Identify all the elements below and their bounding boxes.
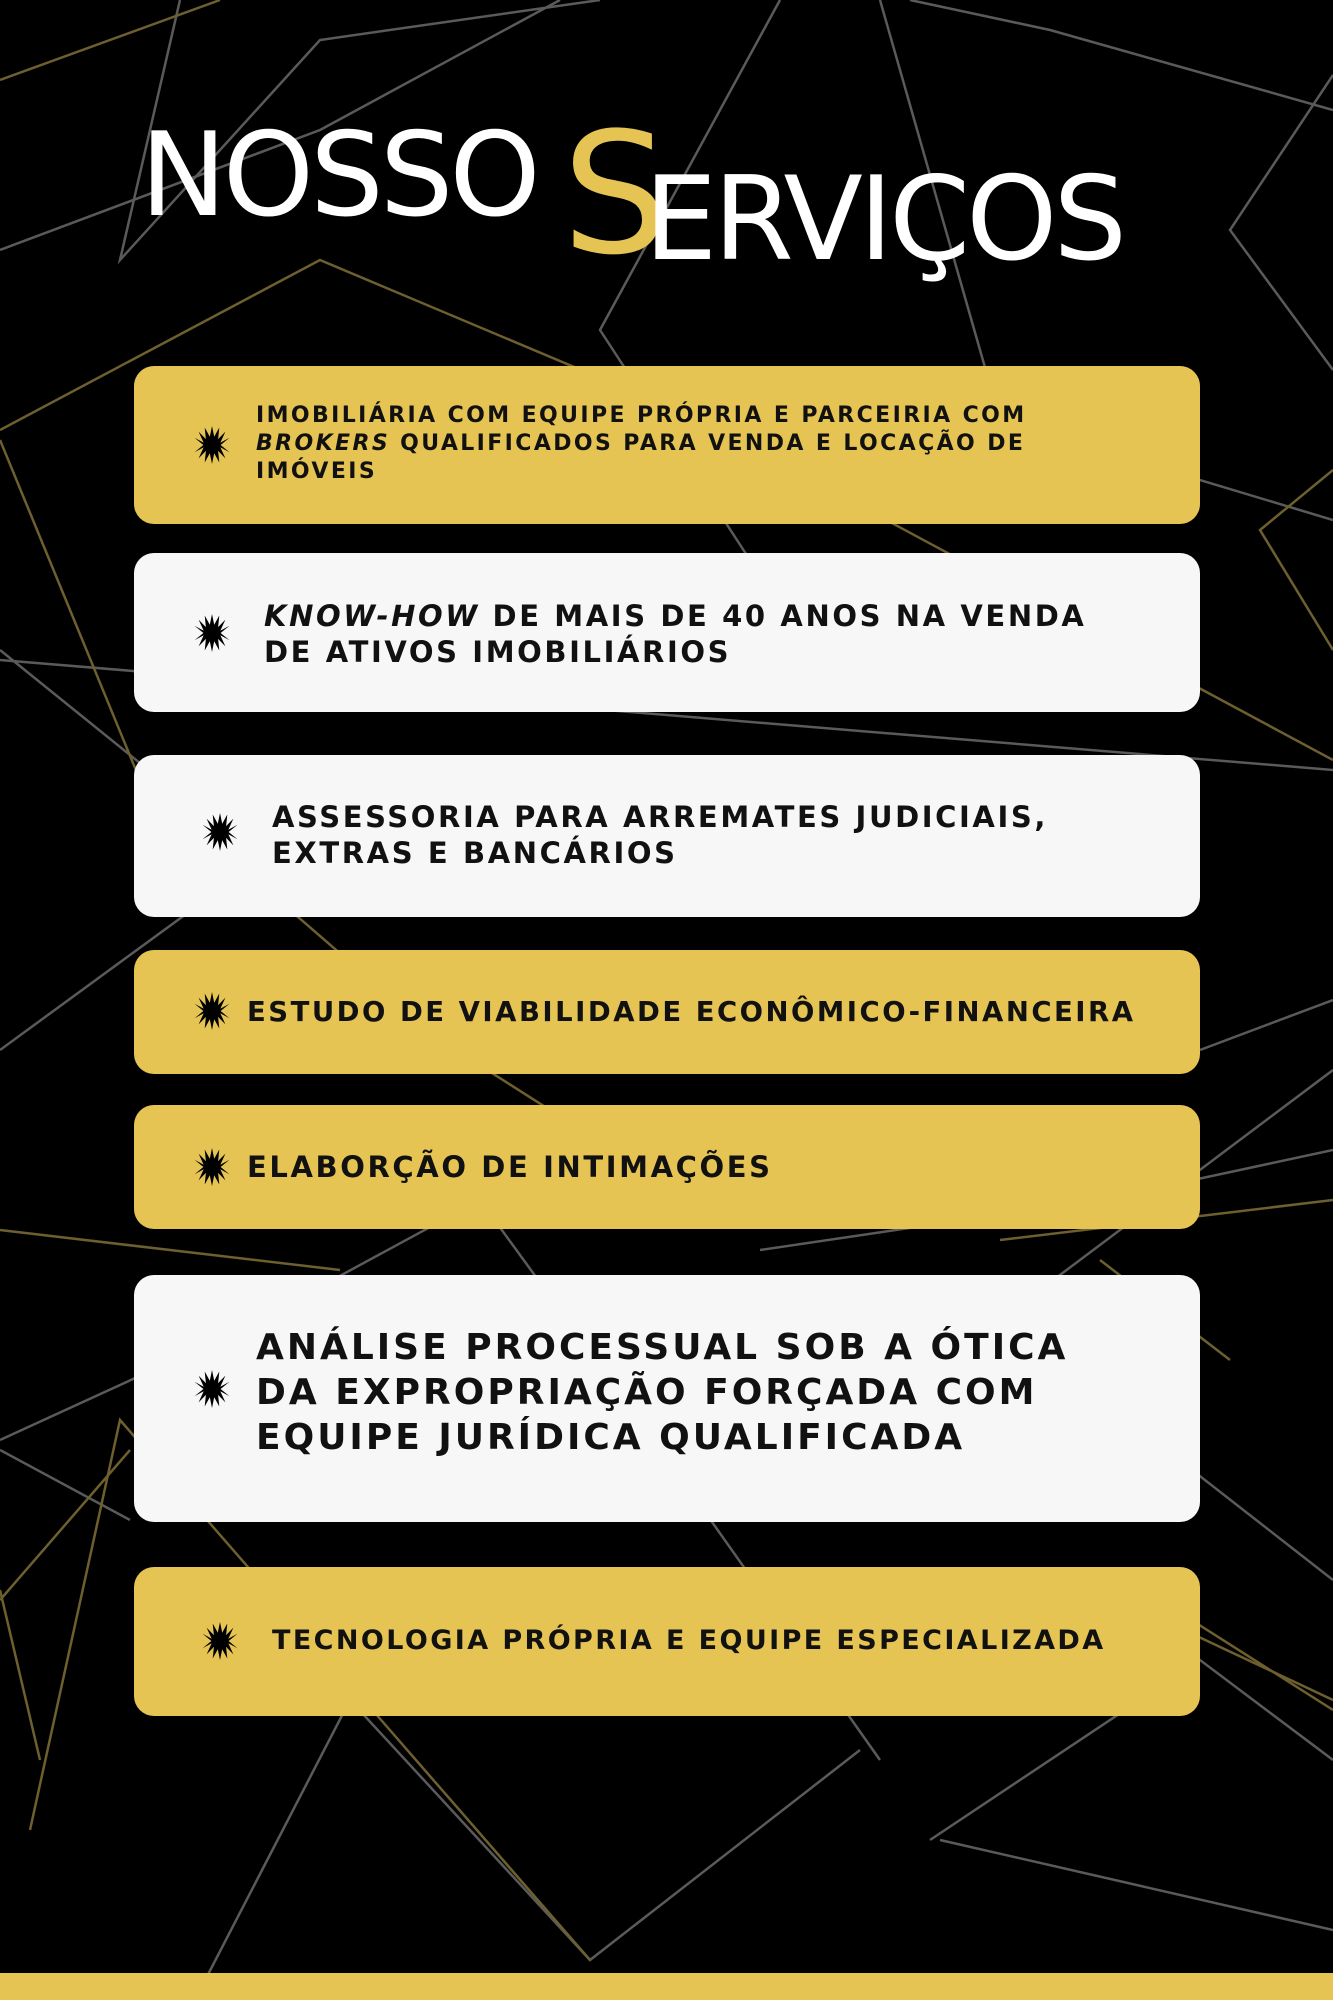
service-text (256, 402, 1027, 486)
title-word-servicos: ERVIÇOS (644, 152, 1124, 287)
service-text (247, 994, 1136, 1030)
service-line: IMOBILIÁRIA COM EQUIPE PRÓPRIA E PARCEIRIA COM (256, 403, 1027, 428)
service-line: ELABORÇÃO DE INTIMAÇÕES (247, 1150, 773, 1184)
starburst-icon (192, 1147, 232, 1187)
service-line: EQUIPE JURÍDICA QUALIFICADA (256, 1417, 966, 1458)
title-accent-letter: S (562, 96, 669, 292)
service-text (247, 1149, 773, 1185)
starburst-icon (192, 613, 232, 653)
service-line: DE ATIVOS IMOBILIÁRIOS (264, 635, 732, 669)
bottom-accent-bar (0, 1973, 1333, 2000)
service-emphasis: BROKERS (256, 431, 391, 456)
starburst-icon (192, 1369, 232, 1409)
starburst-icon (200, 1621, 240, 1661)
service-text (272, 1623, 1106, 1659)
title-word-nosso: NOSSO (140, 108, 537, 243)
service-line (256, 430, 1027, 458)
service-line: ANÁLISE PROCESSUAL SOB A ÓTICA (256, 1327, 1069, 1368)
service-emphasis: KNOW-HOW (264, 599, 480, 633)
page-title (0, 96, 1333, 292)
service-line: IMÓVEIS (256, 459, 378, 484)
service-line: DA EXPROPRIAÇÃO FORÇADA COM (256, 1372, 1038, 1413)
starburst-icon (200, 812, 240, 852)
service-card-assessoria (134, 755, 1200, 917)
service-card-intimacoes (134, 1105, 1200, 1229)
service-line (264, 598, 1086, 634)
service-text (272, 799, 1048, 871)
service-card-viabilidade (134, 950, 1200, 1074)
service-line-rest: DE MAIS DE 40 ANOS NA VENDA (479, 599, 1087, 633)
starburst-icon (192, 991, 232, 1031)
starburst-icon (192, 425, 232, 465)
service-card-know-how (134, 553, 1200, 712)
service-text (264, 598, 1086, 670)
service-text (256, 1325, 1068, 1460)
service-card-analise-processual (134, 1275, 1200, 1522)
service-card-imobiliaria (134, 366, 1200, 524)
service-line-rest: QUALIFICADOS PARA VENDA E LOCAÇÃO DE (390, 431, 1026, 456)
service-line: EXTRAS E BANCÁRIOS (272, 836, 678, 870)
service-line: ASSESSORIA PARA ARREMATES JUDICIAIS, (272, 800, 1048, 834)
service-line: TECNOLOGIA PRÓPRIA E EQUIPE ESPECIALIZADA (272, 1625, 1106, 1656)
service-card-tecnologia (134, 1567, 1200, 1716)
service-line: ESTUDO DE VIABILIDADE ECONÔMICO-FINANCEIRA (247, 996, 1136, 1028)
